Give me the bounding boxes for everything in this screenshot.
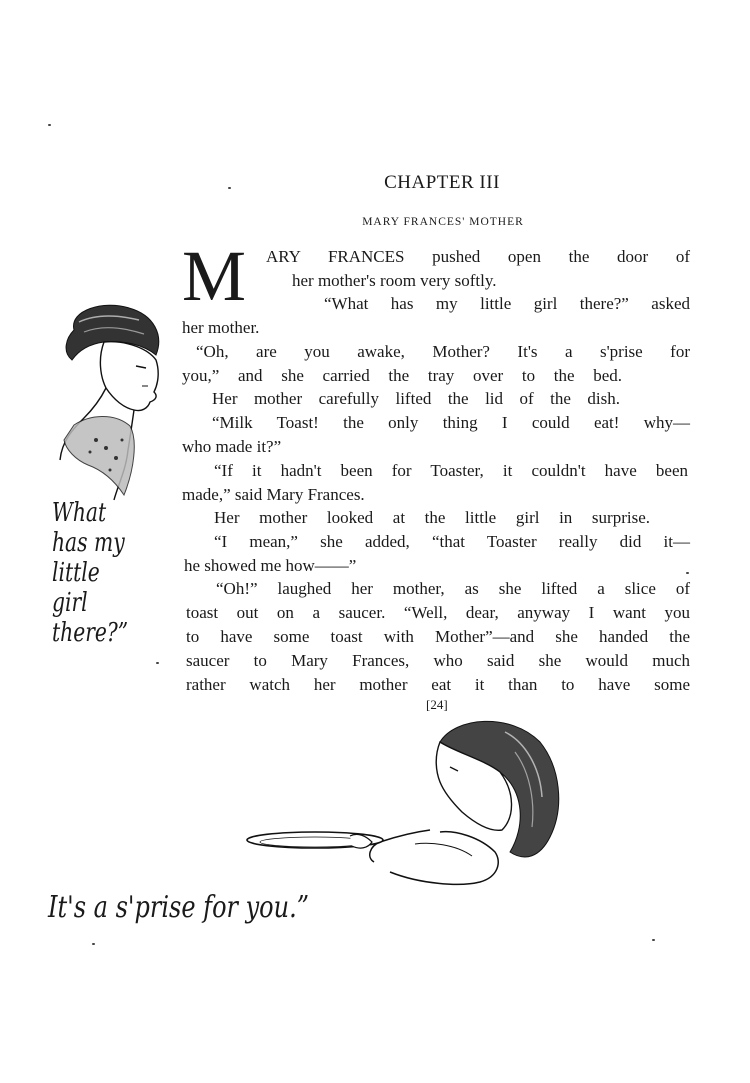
text-line: you,” and she carried the tray over to the bed. bbox=[182, 366, 622, 385]
caption-what-has-my-little-girl bbox=[52, 498, 138, 648]
text-line: “What has my little girl there?” asked bbox=[324, 294, 690, 313]
text-line: her mother. bbox=[182, 318, 260, 337]
chapter-subtitle: MARY FRANCES' MOTHER bbox=[362, 216, 524, 228]
text-line: ARY FRANCES pushed open the door of bbox=[266, 247, 690, 266]
text-line: “Oh!” laughed her mother, as she lifted a slice of bbox=[216, 579, 690, 598]
text-line: made,” said Mary Frances. bbox=[182, 485, 365, 504]
scan-speck bbox=[48, 124, 51, 126]
text-line: toast out on a saucer. “Well, dear, anyway I want you bbox=[186, 603, 690, 622]
mother-portrait-illustration bbox=[44, 300, 174, 505]
scan-speck bbox=[156, 662, 159, 664]
text-line: her mother's room very softly. bbox=[292, 271, 497, 290]
text-line: he showed me how——” bbox=[184, 556, 357, 575]
text-line: rather watch her mother eat it than to have some bbox=[186, 675, 690, 694]
text-line: “If it hadn't been for Toaster, it couldn't have been bbox=[214, 461, 688, 480]
text-line: saucer to Mary Frances, who said she would much bbox=[186, 651, 690, 670]
caption-line: there?” bbox=[52, 618, 129, 648]
page-number: [24] bbox=[426, 697, 448, 712]
text-line: Her mother looked at the little girl in surprise. bbox=[214, 508, 650, 527]
scan-speck bbox=[686, 572, 689, 574]
text-line: Her mother carefully lifted the lid of the dish. bbox=[212, 389, 620, 408]
text-line: “I mean,” she added, “that Toaster really did it— bbox=[214, 532, 690, 551]
caption-line: girl bbox=[52, 588, 88, 618]
scan-speck bbox=[228, 187, 231, 189]
caption-line: What bbox=[52, 498, 107, 528]
caption-line: little bbox=[52, 558, 100, 588]
caption-line: has my bbox=[52, 528, 125, 558]
scan-speck bbox=[652, 939, 655, 941]
chapter-heading: CHAPTER III bbox=[384, 172, 500, 193]
caption-its-a-sprise-for-you: It's a s'prise for you.” bbox=[48, 890, 309, 925]
text-line: to have some toast with Mother”—and she handed the bbox=[186, 627, 690, 646]
text-line: “Oh, are you awake, Mother? It's a s'prise for bbox=[196, 342, 690, 361]
scan-speck bbox=[92, 943, 95, 945]
text-line: “Milk Toast! the only thing I could eat! why— bbox=[212, 413, 690, 432]
girl-with-plate-illustration bbox=[240, 712, 590, 902]
drop-cap: M bbox=[182, 236, 245, 316]
text-line: who made it?” bbox=[182, 437, 282, 456]
